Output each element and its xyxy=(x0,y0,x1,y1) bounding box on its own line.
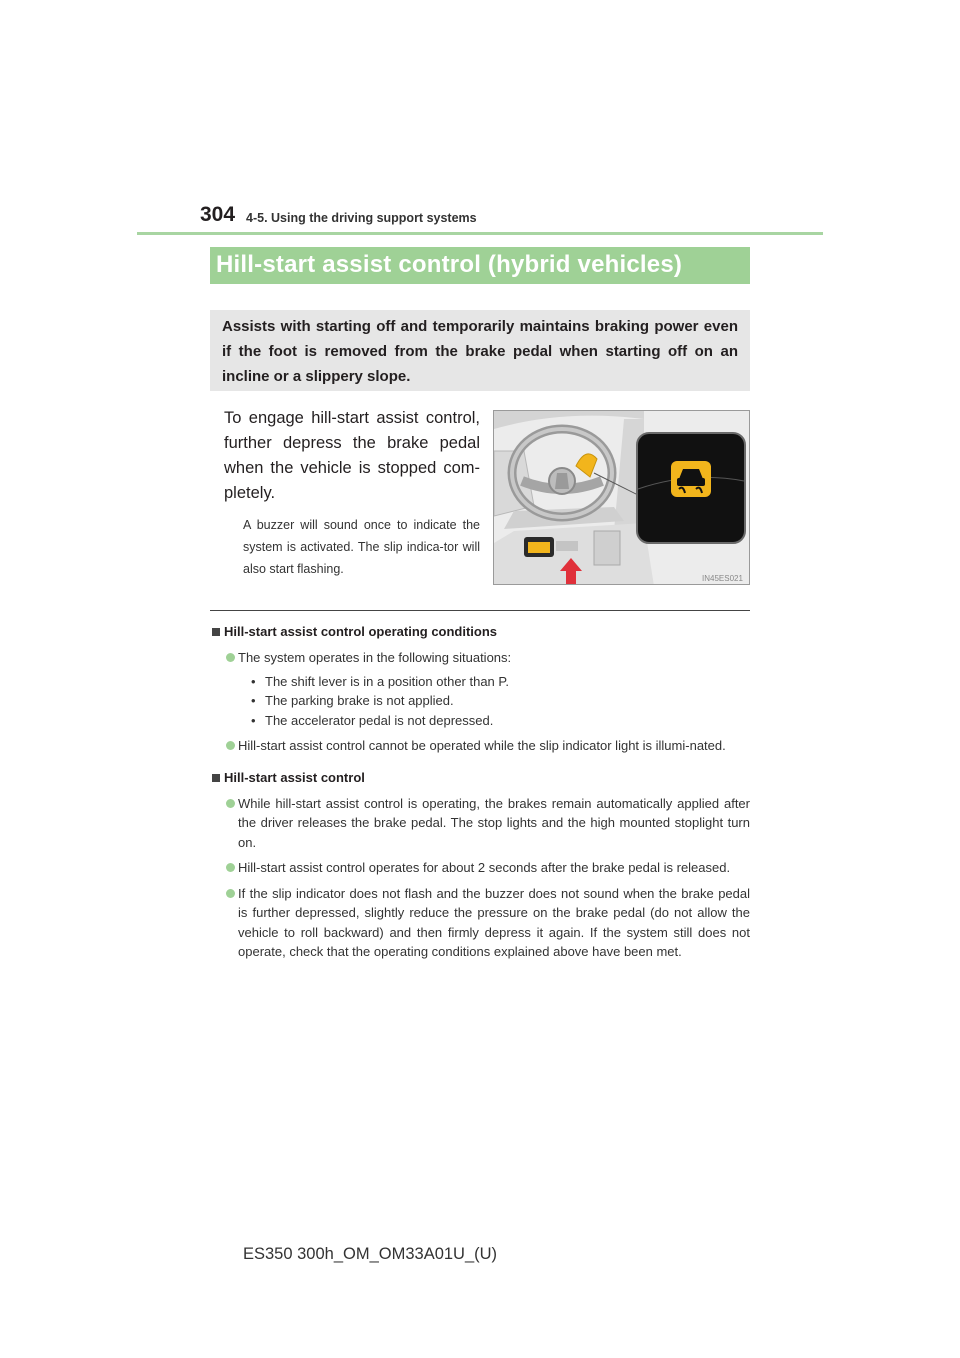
list-item: The system operates in the following situations: xyxy=(226,648,750,668)
list-item: Hill-start assist control cannot be operated while the slip indicator light is illumi-nated. xyxy=(226,736,750,756)
notes-section xyxy=(210,622,750,968)
footer-doc-id: ES350 300h_OM_OM33A01U_(U) xyxy=(243,1245,498,1263)
list-item: While hill-start assist control is operating, the brakes remain automatically applied after the driver releases the brake pedal. The stop lights and the high mounted stoplight turn on. xyxy=(226,794,750,853)
sub-list-item: • The parking brake is not applied. xyxy=(251,693,454,708)
round-bullet-icon xyxy=(226,653,235,662)
sub-heading: Hill-start assist control xyxy=(210,768,750,788)
sub-heading: Hill-start assist control operating conditions xyxy=(210,622,750,642)
page-title: Hill-start assist control (hybrid vehicles) xyxy=(216,251,683,278)
section-label: 4-5. Using the driving support systems xyxy=(246,211,477,225)
figure-code: IN45ES021 xyxy=(702,574,743,583)
intro-box xyxy=(210,310,750,391)
title-bar xyxy=(210,247,750,284)
intro-text: Assists with starting off and temporarily maintains braking power even if the foot is removed from the brake pedal when starting off on an incline or a slippery slope. xyxy=(222,318,738,385)
sub-list xyxy=(251,672,750,731)
header-rule xyxy=(137,232,823,235)
page-number: 304 xyxy=(200,203,236,226)
slip-indicator-icon xyxy=(637,433,745,543)
square-bullet-icon xyxy=(212,628,220,636)
round-bullet-icon xyxy=(226,889,235,898)
dashboard-illustration xyxy=(493,410,750,585)
square-bullet-icon xyxy=(212,774,220,782)
list-item: If the slip indicator does not flash and the buzzer does not sound when the brake pedal is further depressed, slightly reduce the pressure on the brake pedal (do not allow the vehicle to roll backward) and then firmly depress it again. If the system still does not operate, check that the operating conditions explained above have been met. xyxy=(226,884,750,962)
round-bullet-icon xyxy=(226,799,235,808)
note-text: A buzzer will sound once to indicate the system is activated. The slip indica-tor will also start flashing. xyxy=(243,518,480,576)
section-divider xyxy=(210,610,750,611)
list-item: Hill-start assist control operates for about 2 seconds after the brake pedal is released. xyxy=(226,858,750,878)
instruction-text: To engage hill-start assist control, further depress the brake pedal when the vehicle is stopped com-pletely. xyxy=(224,409,480,502)
round-bullet-icon xyxy=(226,741,235,750)
sub-list-item: • The shift lever is in a position other than P. xyxy=(251,673,510,689)
sub-list-item: • The accelerator pedal is not depressed. xyxy=(251,712,494,728)
round-bullet-icon xyxy=(226,863,235,872)
